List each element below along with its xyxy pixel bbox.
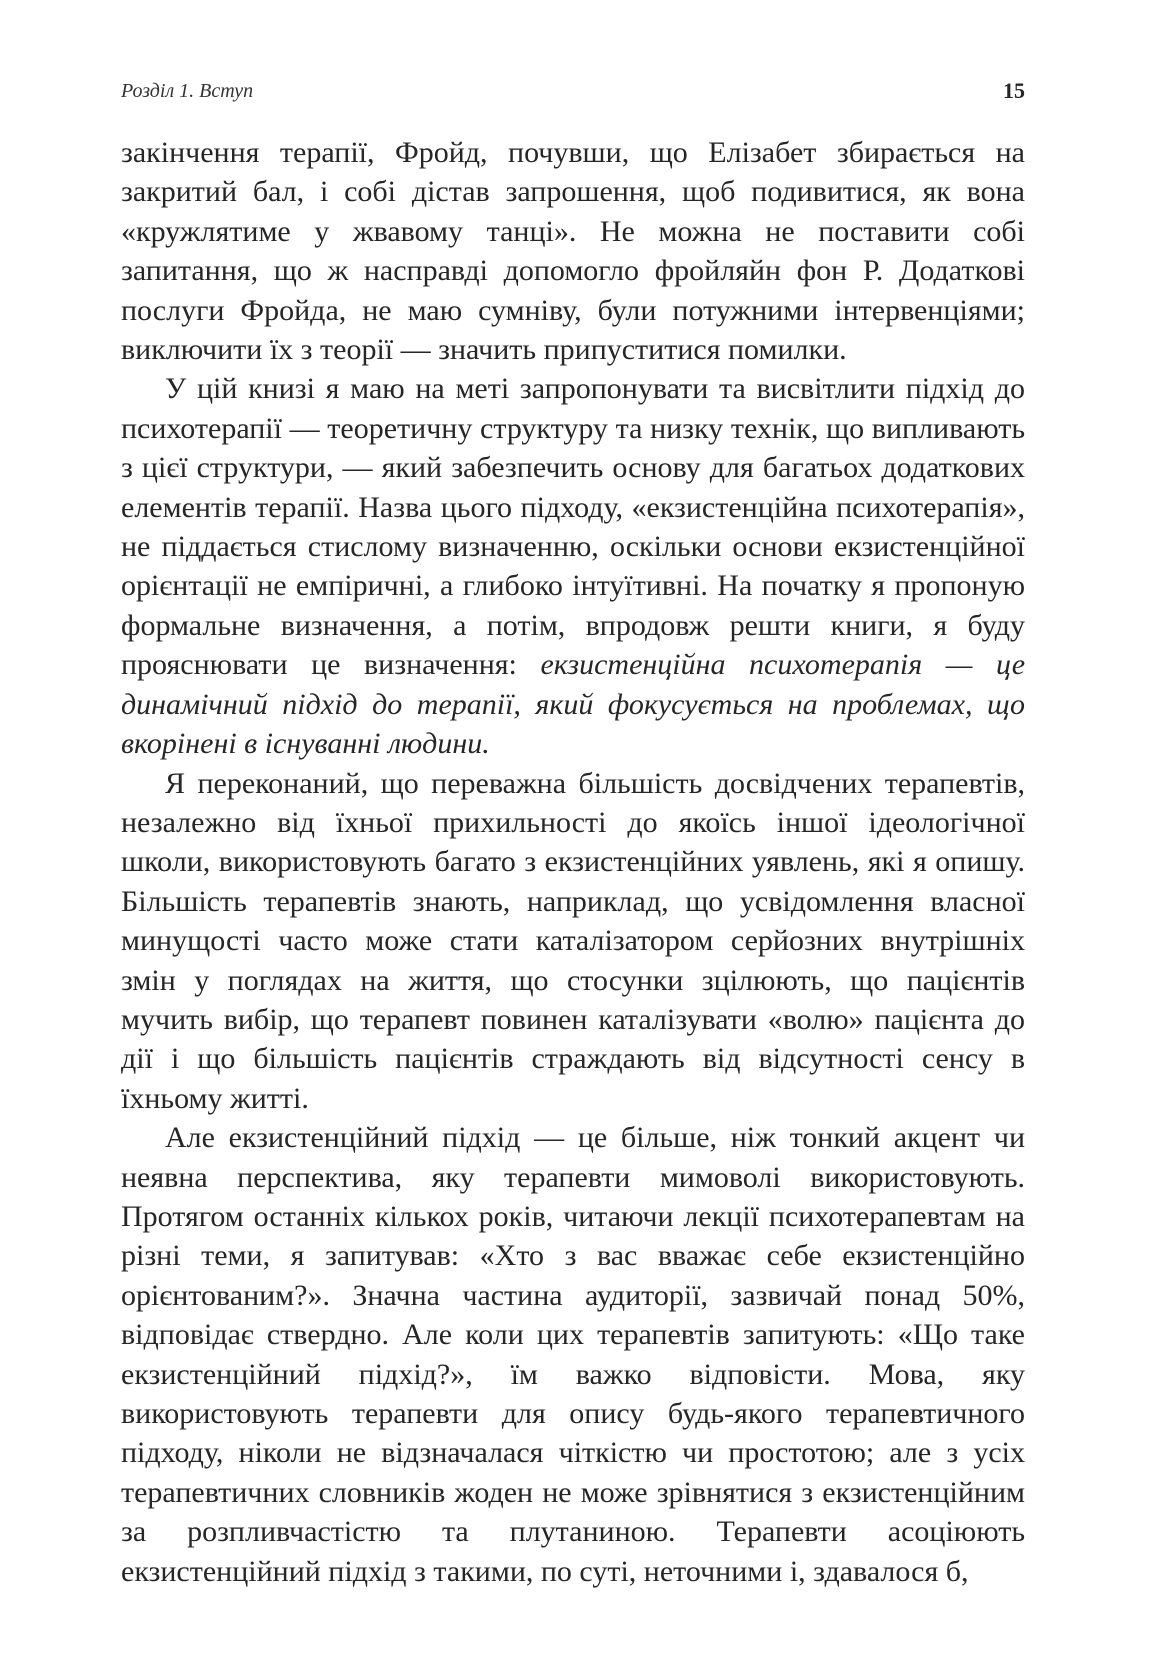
definition-italic: екзистенційна психотерапія — це динамічний підхід до терапії, який фокусується на проблемах, що вкорінені в існуванні людини. (121, 648, 1026, 761)
paragraph-2 (121, 369, 1025, 763)
paragraph-4-text: Але екзистенційний підхід — це більше, ніж тонкий акцент чи неявна перспектива, яку терапевти мимоволі використовують. Протягом останніх кількох років, читаючи лекції психотерапевтам на різні теми, я запитував: «Хто з вас вважає себе екзистенційно орієнтованим?». Значна частина аудиторії, зазвичай понад 50%, відповідає ствердно. Але коли цих терапевтів запитують: «Що таке екзистенційний підхід?», їм важко відповісти. Мова, яку використовують терапевти для опису будь-якого терапевтичного підходу, ніколи не відзначалася чіткістю чи простотою; але з усіх терапевтичних словників жоден не може зрівнятися з екзистенційним за розпливчастістю та плутаниною. Терапевти асоціюють екзистенційний підхід з такими, по суті, неточними і, здавалося б, (121, 1121, 1025, 1588)
paragraph-2-text: У цій книзі я маю на меті запропонувати та висвітлити підхід до психотерапії — теоретичну структуру та низку технік, що випливають з цієї структури, — який забезпечить основу для багатьох додаткових елементів терапії. Назва цього підходу, «екзистенційна психотерапія», не піддається стислому визначенню, оскільки основи екзистенційної орієнтації не емпіричні, а глибоко інтуїтивні. На початку я пропоную формальне визначення, а потім, впродовж решти книги, я буду прояснювати це визначення: (121, 372, 1025, 682)
paragraph-1 (121, 133, 1025, 369)
running-header (121, 78, 1025, 108)
paragraph-3-text: Я переконаний, що переважна більшість досвідчених терапевтів, незалежно від їхньої прихильності до якоїсь іншої ідеологічної школи, використовують багато з екзистенційних уявлень, які я опишу. Більшість терапевтів знають, наприклад, що усвідомлення власної минущості часто може стати каталізатором серйозних внутрішніх змін у поглядах на життя, що стосунки зцілюють, що пацієнтів мучить вибір, що терапевт повинен каталізувати «волю» пацієнта до дії і що більшість пацієнтів страждають від відсутності сенсу в їхньому житті. (121, 766, 1025, 1115)
page-number: 15 (1003, 78, 1025, 103)
paragraph-1-text: закінчення терапії, Фройд, почувши, що Елізабет збирається на закритий бал, і собі дістав запрошення, щоб подивитися, як вона «кружлятиме у жвавому танці». Не можна не поставити собі запитання, що ж насправді допомогло фройляйн фон Р. Додаткові послуги Фройда, не маю сумніву, були потужними інтервенціями; виключити їх з теорії — значить припуститися помилки. (121, 136, 1025, 367)
paragraph-4 (121, 1118, 1025, 1591)
running-title: Розділ 1. Вступ (121, 80, 254, 102)
body-text (121, 133, 1025, 1591)
paragraph-3 (121, 764, 1025, 1119)
